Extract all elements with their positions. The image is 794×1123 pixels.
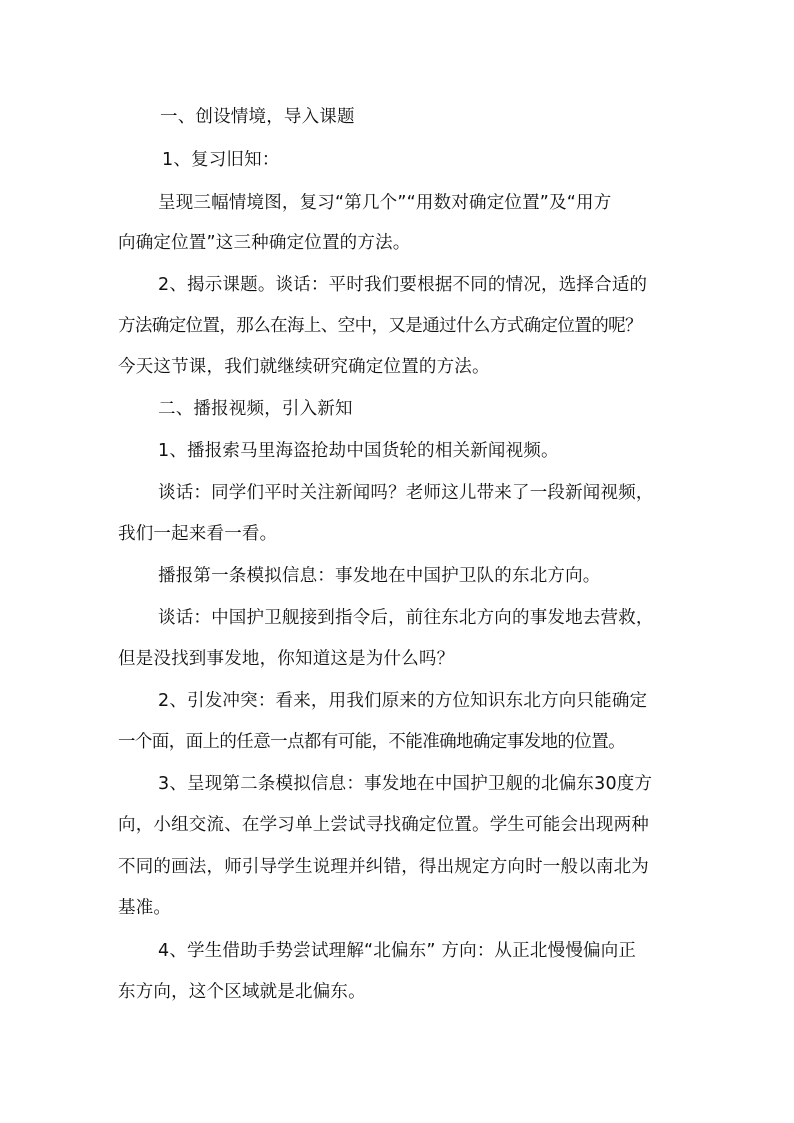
paragraph-line: 播报第一条模拟信息：事发地在中国护卫队的东北方向。 [158, 566, 601, 586]
paragraph-line: 今天这节课，我们就继续研究确定位置的方法。 [118, 357, 490, 377]
paragraph-line: 谈话：中国护卫舰接到指令后，前往东北方向的事发地去营救， [158, 608, 654, 628]
paragraph-line: 但是没找到事发地，你知道这是为什么吗？ [118, 649, 455, 669]
paragraph-line: 不同的画法，师引导学生说理并纠错，得出规定方向时一般以南北为 [118, 857, 649, 877]
paragraph-line: 4、学生借助手势尝试理解“北偏东” 方向：从正北慢慢偏向正 [158, 941, 637, 961]
paragraph-line: 呈现三幅情境图，复习“第几个”“用数对确定位置”及“用方 [158, 193, 612, 213]
paragraph-line: 1、播报索马里海盗抢劫中国货轮的相关新闻视频。 [158, 441, 559, 461]
paragraph-line: 一个面，面上的任意一点都有可能，不能准确地确定事发地的位置。 [118, 732, 625, 752]
paragraph-line: 基准。 [118, 898, 172, 918]
paragraph-line: 谈话：同学们平时关注新闻吗？老师这儿带来了一段新闻视频， [158, 483, 654, 503]
paragraph-line: 2、引发冲突：看来，用我们原来的方位知识东北方向只能确定 [158, 691, 648, 711]
paragraph-line: 方法确定位置，那么在海上、空中，又是通过什么方式确定位置的呢？ [118, 316, 642, 336]
paragraph-line: 东方向，这个区域就是北偏东。 [118, 982, 366, 1002]
paragraph-line: 2、揭示课题。谈话：平时我们要根据不同的情况，选择合适的 [158, 275, 648, 295]
paragraph-line: 3、呈现第二条模拟信息：事发地在中国护卫舰的北偏东30度方 [158, 774, 653, 794]
paragraph-line: 我们一起来看一看。 [118, 524, 278, 544]
section-heading-2: 二、播报视频，引入新知 [158, 399, 353, 419]
item-title-review: 1、复习旧知： [162, 150, 280, 170]
paragraph-line: 向确定位置”这三种确定位置的方法。 [118, 233, 411, 253]
section-heading-1: 一、创设情境，导入课题 [160, 107, 355, 127]
paragraph-line: 向，小组交流、在学习单上尝试寻找确定位置。学生可能会出现两种 [118, 815, 649, 835]
